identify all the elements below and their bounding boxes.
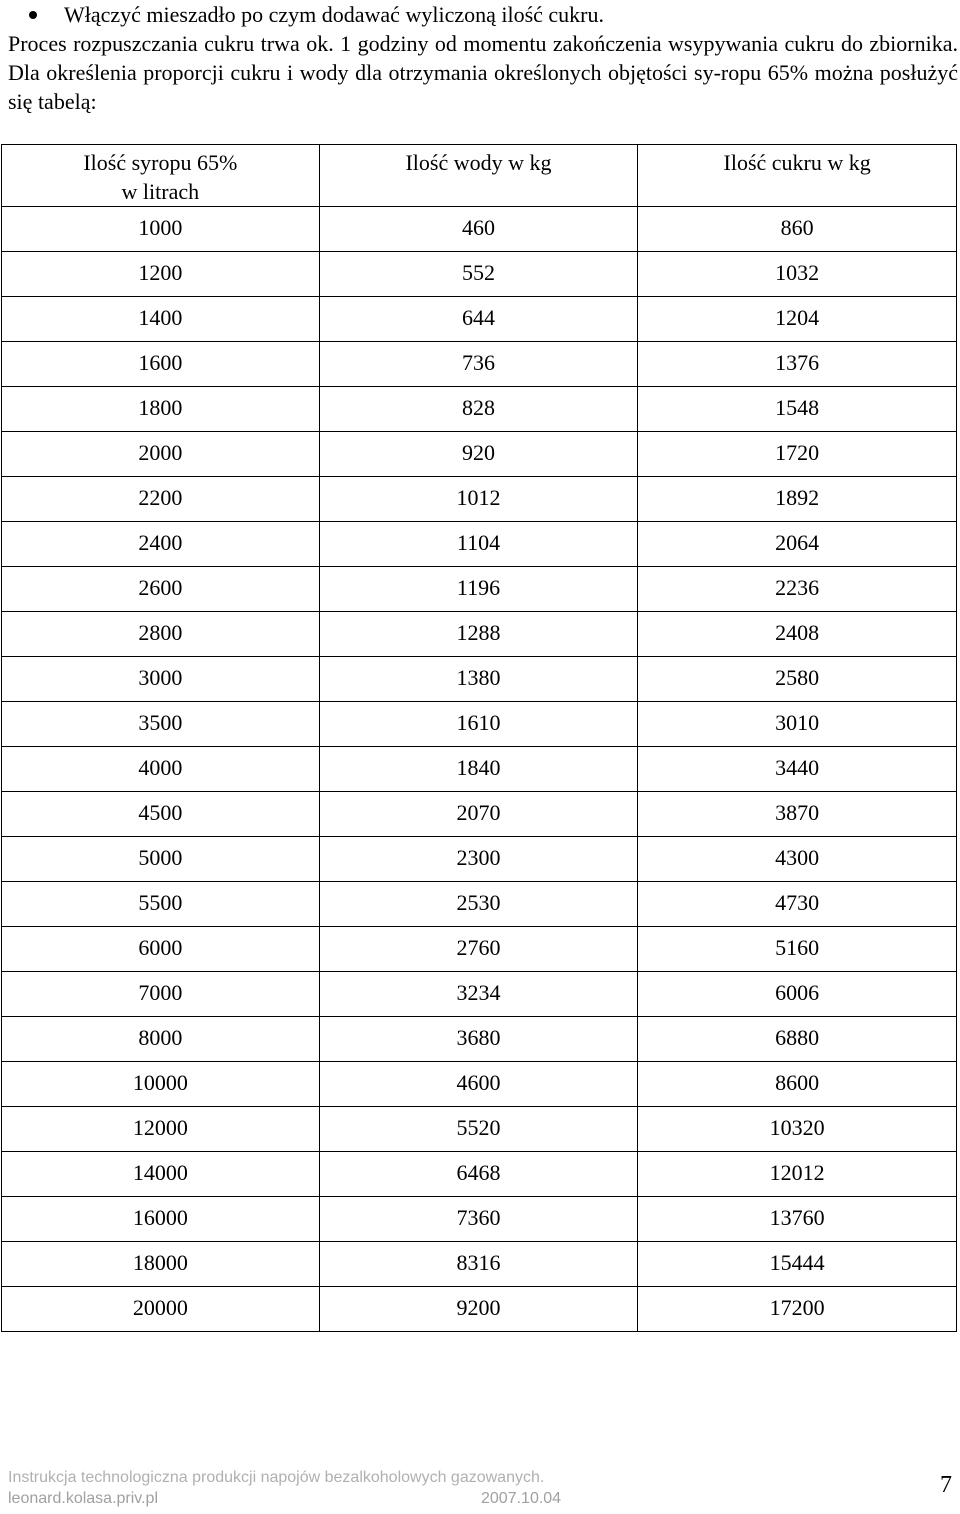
cell-water-kg: 920 — [319, 432, 638, 477]
table-row — [2, 972, 957, 1017]
cell-syrup-liters: 3500 — [2, 702, 320, 747]
table-row — [2, 1197, 957, 1242]
cell-syrup-liters: 2400 — [2, 522, 320, 567]
cell-water-kg: 4600 — [319, 1062, 638, 1107]
cell-water-kg: 552 — [319, 252, 638, 297]
cell-sugar-kg: 1720 — [638, 432, 957, 477]
cell-sugar-kg: 1548 — [638, 387, 957, 432]
cell-syrup-liters: 2000 — [2, 432, 320, 477]
cell-syrup-liters: 2600 — [2, 567, 320, 612]
cell-water-kg: 9200 — [319, 1287, 638, 1332]
cell-sugar-kg: 1376 — [638, 342, 957, 387]
bullet-dot-icon — [29, 11, 37, 19]
cell-water-kg: 1012 — [319, 477, 638, 522]
cell-sugar-kg: 13760 — [638, 1197, 957, 1242]
cell-syrup-liters: 20000 — [2, 1287, 320, 1332]
header-sugar-amount: Ilość cukru w kg — [638, 145, 957, 207]
table-row — [2, 882, 957, 927]
table-row — [2, 747, 957, 792]
cell-sugar-kg: 2236 — [638, 567, 957, 612]
cell-syrup-liters: 2800 — [2, 612, 320, 657]
cell-syrup-liters: 1800 — [2, 387, 320, 432]
table-row — [2, 1152, 957, 1197]
cell-water-kg: 2530 — [319, 882, 638, 927]
cell-water-kg: 1196 — [319, 567, 638, 612]
table-row — [2, 477, 957, 522]
bullet-text: Włączyć mieszadło po czym dodawać wyliczoną ilość cukru. — [64, 2, 604, 27]
cell-water-kg: 1288 — [319, 612, 638, 657]
cell-water-kg: 1380 — [319, 657, 638, 702]
cell-syrup-liters: 4500 — [2, 792, 320, 837]
cell-sugar-kg: 3440 — [638, 747, 957, 792]
table-row — [2, 432, 957, 477]
table-row — [2, 522, 957, 567]
table-row — [2, 927, 957, 972]
cell-sugar-kg: 12012 — [638, 1152, 957, 1197]
table-row — [2, 612, 957, 657]
cell-syrup-liters: 6000 — [2, 927, 320, 972]
cell-sugar-kg: 1032 — [638, 252, 957, 297]
footer-title: Instrukcja technologiczna produkcji napojów bezalkoholowych gazowanych. — [8, 1469, 545, 1486]
table-row — [2, 792, 957, 837]
header-water-amount: Ilość wody w kg — [319, 145, 638, 207]
cell-sugar-kg: 3870 — [638, 792, 957, 837]
table-row — [2, 837, 957, 882]
cell-syrup-liters: 4000 — [2, 747, 320, 792]
table-body — [2, 207, 957, 1332]
page-number: 7 — [940, 1472, 952, 1498]
intro-text — [8, 0, 958, 116]
cell-water-kg: 736 — [319, 342, 638, 387]
cell-sugar-kg: 8600 — [638, 1062, 957, 1107]
cell-water-kg: 460 — [319, 207, 638, 252]
cell-water-kg: 5520 — [319, 1107, 638, 1152]
cell-sugar-kg: 3010 — [638, 702, 957, 747]
cell-syrup-liters: 1000 — [2, 207, 320, 252]
header-syrup-volume-line1: Ilość syropu 65% — [83, 150, 238, 175]
header-syrup-volume-line2: w litrach — [121, 179, 200, 204]
cell-sugar-kg: 6880 — [638, 1017, 957, 1062]
cell-sugar-kg: 1892 — [638, 477, 957, 522]
cell-sugar-kg: 860 — [638, 207, 957, 252]
table-row — [2, 387, 957, 432]
table-row — [2, 1287, 957, 1332]
cell-syrup-liters: 1400 — [2, 297, 320, 342]
table-row — [2, 297, 957, 342]
table-row — [2, 657, 957, 702]
cell-water-kg: 1104 — [319, 522, 638, 567]
cell-water-kg: 2300 — [319, 837, 638, 882]
cell-water-kg: 6468 — [319, 1152, 638, 1197]
cell-syrup-liters: 1600 — [2, 342, 320, 387]
cell-syrup-liters: 3000 — [2, 657, 320, 702]
cell-water-kg: 1610 — [319, 702, 638, 747]
cell-syrup-liters: 10000 — [2, 1062, 320, 1107]
cell-syrup-liters: 12000 — [2, 1107, 320, 1152]
cell-syrup-liters: 5000 — [2, 837, 320, 882]
table-header-row — [2, 145, 957, 207]
cell-syrup-liters: 2200 — [2, 477, 320, 522]
cell-water-kg: 644 — [319, 297, 638, 342]
cell-water-kg: 828 — [319, 387, 638, 432]
intro-paragraph: Proces rozpuszczania cukru trwa ok. 1 godziny od momentu zakończenia wsypywania cukru do zbiornika. Dla określenia proporcji cukru i wody dla otrzymania określonych objętości sy-ropu 65% można posłużyć się tabelą: — [8, 31, 958, 114]
table-row — [2, 342, 957, 387]
cell-syrup-liters: 16000 — [2, 1197, 320, 1242]
cell-sugar-kg: 10320 — [638, 1107, 957, 1152]
page-footer — [8, 1468, 958, 1510]
cell-syrup-liters: 14000 — [2, 1152, 320, 1197]
cell-water-kg: 2070 — [319, 792, 638, 837]
cell-syrup-liters: 1200 — [2, 252, 320, 297]
cell-water-kg: 3680 — [319, 1017, 638, 1062]
table-row — [2, 1017, 957, 1062]
header-syrup-volume — [2, 145, 320, 207]
table-row — [2, 702, 957, 747]
cell-sugar-kg: 15444 — [638, 1242, 957, 1287]
cell-sugar-kg: 1204 — [638, 297, 957, 342]
cell-sugar-kg: 2408 — [638, 612, 957, 657]
syrup-proportions-table — [1, 144, 957, 1332]
cell-sugar-kg: 6006 — [638, 972, 957, 1017]
cell-sugar-kg: 2064 — [638, 522, 957, 567]
cell-sugar-kg: 17200 — [638, 1287, 957, 1332]
footer-site-link[interactable]: leonard.kolasa.priv.pl — [8, 1490, 159, 1507]
cell-syrup-liters: 18000 — [2, 1242, 320, 1287]
table-row — [2, 1107, 957, 1152]
cell-water-kg: 2760 — [319, 927, 638, 972]
cell-water-kg: 7360 — [319, 1197, 638, 1242]
table-row — [2, 207, 957, 252]
bullet-item — [8, 0, 958, 29]
table-row — [2, 1062, 957, 1107]
cell-syrup-liters: 7000 — [2, 972, 320, 1017]
table-row — [2, 1242, 957, 1287]
cell-water-kg: 1840 — [319, 747, 638, 792]
cell-sugar-kg: 5160 — [638, 927, 957, 972]
cell-syrup-liters: 5500 — [2, 882, 320, 927]
table-row — [2, 252, 957, 297]
cell-sugar-kg: 4300 — [638, 837, 957, 882]
cell-sugar-kg: 4730 — [638, 882, 957, 927]
cell-water-kg: 3234 — [319, 972, 638, 1017]
cell-water-kg: 8316 — [319, 1242, 638, 1287]
table-row — [2, 567, 957, 612]
cell-syrup-liters: 8000 — [2, 1017, 320, 1062]
footer-date: 2007.10.04 — [481, 1490, 562, 1507]
cell-sugar-kg: 2580 — [638, 657, 957, 702]
